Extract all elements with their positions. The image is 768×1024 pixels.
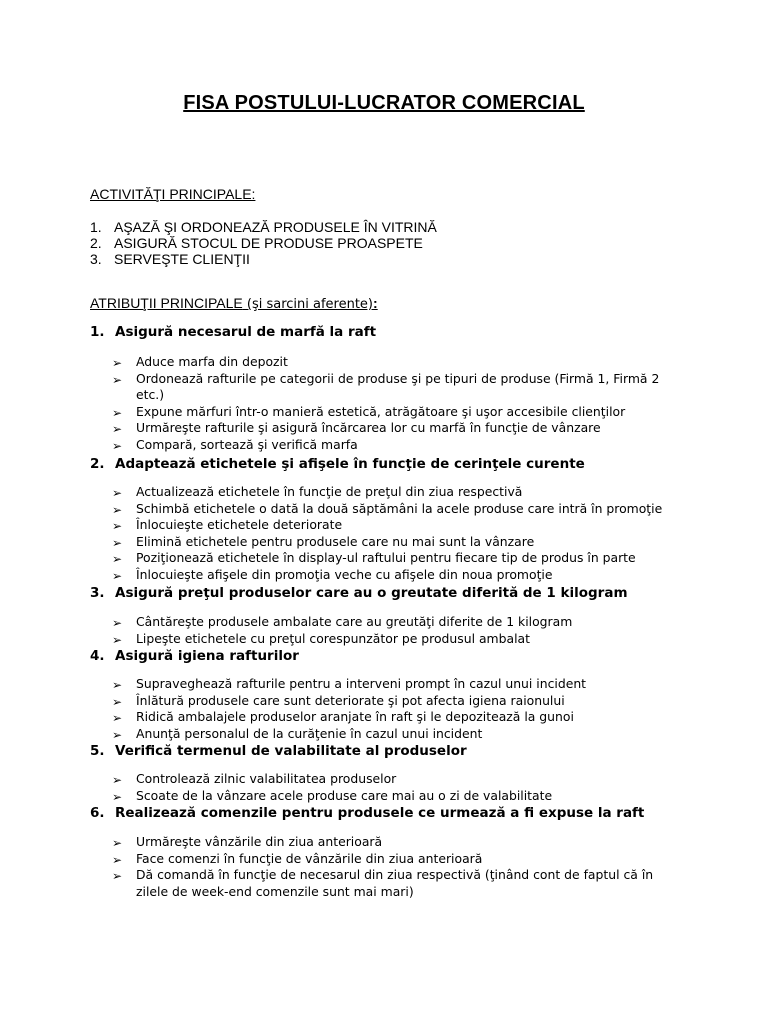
arrow-bullet-icon: ➢	[112, 727, 123, 742]
arrow-bullet-icon: ➢	[112, 568, 123, 583]
section-bullets	[112, 676, 680, 742]
section-bullets	[112, 771, 680, 804]
arrow-bullet-icon: ➢	[112, 869, 123, 884]
atributii-heading-text: ATRIBUŢII PRINCIPALE	[90, 295, 243, 311]
section-bullets	[112, 834, 680, 900]
list-item: ➢ Urmăreşte vânzările din ziua anterioară	[112, 834, 383, 850]
arrow-bullet-icon: ➢	[112, 852, 123, 867]
arrow-bullet-icon: ➢	[112, 789, 123, 804]
list-item: ➢ Înlătură produsele care sunt deteriorate şi pot afecta igiena raionului	[112, 692, 565, 709]
list-item: ➢ Înlocuieşte etichetele deteriorate	[112, 517, 343, 534]
section-title: 2. Adaptează etichetele şi afişele în funcţie de cerinţele curente	[90, 456, 585, 472]
list-item: ➢ Urmăreşte rafturile şi asigură încărcarea lor cu marfă în funcţie de vânzare	[112, 420, 601, 437]
activitati-heading-text: ACTIVITĂŢI PRINCIPALE:	[90, 186, 256, 202]
section-bullets	[112, 484, 680, 584]
list-item: ➢ Supraveghează rafturile pentru a interveni prompt în cazul unui incident	[112, 676, 587, 692]
list-item: 2. ASIGURĂ STOCUL DE PRODUSE PROASPETE	[90, 235, 423, 251]
atributii-heading	[90, 295, 378, 312]
section-bullets	[112, 354, 680, 454]
arrow-bullet-icon: ➢	[112, 773, 123, 787]
atributii-heading-colon: :	[373, 295, 378, 311]
list-item: ➢ Elimină etichetele pentru produsele care nu mai sunt la vânzare	[112, 533, 535, 550]
activitati-heading	[90, 186, 255, 202]
arrow-bullet-icon: ➢	[112, 356, 123, 370]
list-item: ➢ Actualizează etichetele în funcţie de preţul din ziua respectivă	[112, 484, 523, 500]
arrow-bullet-icon: ➢	[112, 438, 123, 453]
arrow-bullet-icon: ➢	[112, 502, 123, 517]
section-title: 4. Asigură igiena rafturilor	[90, 648, 299, 664]
arrow-bullet-icon: ➢	[112, 486, 123, 500]
list-item: ➢ Anunţă personalul de la curăţenie în cazul unui incident	[112, 725, 483, 742]
arrow-bullet-icon: ➢	[112, 422, 123, 437]
list-item: ➢ Înlocuieşte afişele din promoţia veche cu afişele din noua promoţie	[112, 566, 553, 583]
list-item: ➢ Face comenzi în funcţie de vânzările din ziua anterioară	[112, 850, 483, 867]
arrow-bullet-icon: ➢	[112, 552, 123, 567]
arrow-bullet-icon: ➢	[112, 519, 123, 534]
arrow-bullet-icon: ➢	[112, 694, 123, 709]
atributii-heading-note: (şi sarcini aferente)	[242, 297, 374, 312]
list-item: ➢ Compară, sortează şi verifică marfa	[112, 436, 358, 453]
section-title: 6. Realizează comenzile pentru produsele ce urmează a fi expuse la raft	[90, 805, 645, 821]
section-title: 3. Asigură preţul produselor care au o greutate diferită de 1 kilogram	[90, 585, 628, 601]
activitati-list	[90, 219, 437, 267]
arrow-bullet-icon: ➢	[112, 678, 123, 692]
list-item: 1. AŞAZĂ ŞI ORDONEAZĂ PRODUSELE ÎN VITRINĂ	[90, 219, 437, 235]
list-item: ➢ Expune mărfuri într-o manieră estetică, atrăgătoare şi uşor accesibile clienţilor	[112, 403, 626, 420]
list-item: ➢ Aduce marfa din depozit	[112, 354, 288, 370]
arrow-bullet-icon: ➢	[112, 616, 123, 630]
section-title: 1. Asigură necesarul de marfă la raft	[90, 324, 377, 340]
list-item: ➢ Cântăreşte produsele ambalate care au greutăţi diferite de 1 kilogram	[112, 614, 573, 630]
list-item: ➢ Lipeşte etichetele cu preţul corespunzător pe produsul ambalat	[112, 630, 530, 647]
page-title: FISA POSTULUI-LUCRATOR COMERCIAL	[183, 92, 585, 114]
arrow-bullet-icon: ➢	[112, 405, 123, 420]
list-item: ➢ Ridică ambalajele produselor aranjate în raft şi le depozitează la gunoi	[112, 709, 574, 726]
section-bullets	[112, 614, 680, 647]
list-item: ➢ Scoate de la vânzare acele produse care mai au o zi de valabilitate	[112, 787, 553, 804]
arrow-bullet-icon: ➢	[112, 632, 123, 647]
section-title: 5. Verifică termenul de valabilitate al produselor	[90, 743, 467, 759]
list-item: ➢ Dă comandă în funcţie de necesarul din ziua respectivă (ţinând cont de faptul că în zilele de week-end comenzile sunt mai mari)	[112, 867, 654, 899]
arrow-bullet-icon: ➢	[112, 836, 123, 850]
arrow-bullet-icon: ➢	[112, 535, 123, 550]
list-item: ➢ Ordonează rafturile pe categorii de produse şi pe tipuri de produse (Firmă 1, Firmă 2 etc.)	[112, 370, 660, 403]
arrow-bullet-icon: ➢	[112, 711, 123, 726]
list-item: ➢ Poziţionează etichetele în display-ul raftului pentru fiecare tip de produs în parte	[112, 550, 636, 567]
list-item: ➢ Schimbă etichetele o dată la două săptămâni la acele produse care intră în promoţie	[112, 500, 663, 517]
list-item: 3. SERVEŞTE CLIENŢII	[90, 251, 250, 267]
arrow-bullet-icon: ➢	[112, 372, 123, 387]
list-item: ➢ Controlează zilnic valabilitatea produselor	[112, 771, 397, 787]
